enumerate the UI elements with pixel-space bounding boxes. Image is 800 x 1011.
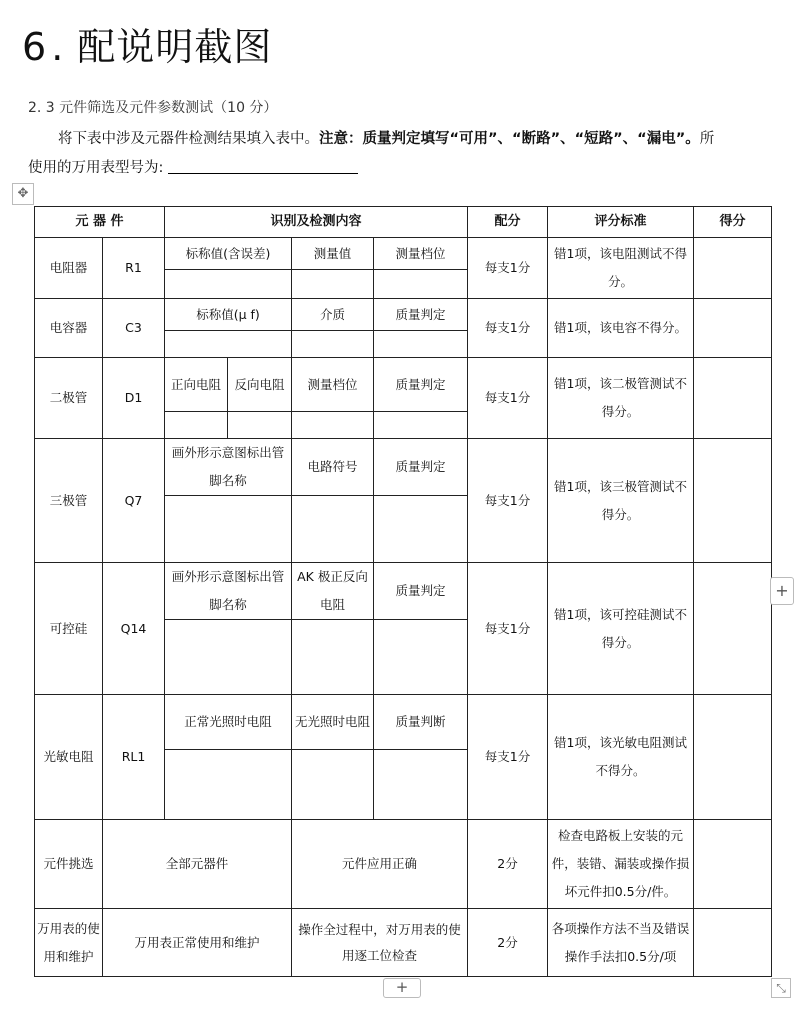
move-icon[interactable]: ✥ bbox=[12, 183, 34, 205]
section-title: 2. 3 元件筛选及元件参数测试（10 分） bbox=[28, 100, 278, 116]
table-row bbox=[35, 909, 772, 977]
table-row bbox=[35, 358, 772, 412]
table-row bbox=[35, 563, 772, 620]
score-cell: 2分 bbox=[468, 909, 548, 977]
criteria-cell: 检查电路板上安装的元件，装错、漏装或操作损坏元件扣0.5分/件。 bbox=[548, 820, 694, 909]
criteria-cell: 错1项，该光敏电阻测试不得分。 bbox=[548, 695, 694, 820]
got-cell[interactable] bbox=[694, 820, 772, 909]
criteria-cell: 各项操作方法不当及错误操作手法扣0.5分/项 bbox=[548, 909, 694, 977]
got-cell[interactable] bbox=[694, 695, 772, 820]
criteria-cell: 错1项，该电容不得分。 bbox=[548, 299, 694, 358]
component-code: Q7 bbox=[103, 439, 165, 563]
subheader: 无光照时电阻 bbox=[292, 695, 374, 750]
got-cell[interactable] bbox=[694, 299, 772, 358]
table-row bbox=[35, 439, 772, 496]
heading-dot: . bbox=[51, 25, 65, 69]
header-component: 元 器 件 bbox=[35, 207, 165, 238]
component-code: Q14 bbox=[103, 563, 165, 695]
resize-icon[interactable]: ⤡ bbox=[771, 978, 791, 998]
input-cell[interactable] bbox=[228, 412, 292, 439]
score-cell: 每支1分 bbox=[468, 439, 548, 563]
header-row bbox=[35, 207, 772, 238]
input-cell[interactable] bbox=[292, 750, 374, 820]
input-cell[interactable] bbox=[374, 496, 468, 563]
input-cell[interactable] bbox=[165, 750, 292, 820]
criteria-cell: 错1项，该可控硅测试不得分。 bbox=[548, 563, 694, 695]
score-cell: 每支1分 bbox=[468, 238, 548, 299]
subheader: 质量判定 bbox=[374, 563, 468, 620]
instruction-note: 注意：质量判定填写“可用”、“断路”、“短路”、“漏电”。 bbox=[319, 131, 700, 147]
heading-number: 6 bbox=[22, 25, 48, 69]
instruction-text: 将下表中涉及元器件检测结果填入表中。 bbox=[58, 131, 319, 147]
subheader: 质量判定 bbox=[374, 358, 468, 412]
input-cell[interactable] bbox=[165, 496, 292, 563]
input-cell[interactable] bbox=[292, 270, 374, 299]
subheader: 画外形示意图标出管脚名称 bbox=[165, 439, 292, 496]
component-name: 元件挑选 bbox=[35, 820, 103, 909]
input-cell[interactable] bbox=[165, 620, 292, 695]
subheader: 画外形示意图标出管脚名称 bbox=[165, 563, 292, 620]
content-cell: 全部元器件 bbox=[103, 820, 292, 909]
score-cell: 2分 bbox=[468, 820, 548, 909]
requirement-cell: 操作全过程中，对万用表的使用逐工位检查 bbox=[292, 909, 468, 977]
component-code: RL1 bbox=[103, 695, 165, 820]
component-name: 可控硅 bbox=[35, 563, 103, 695]
table-row bbox=[35, 695, 772, 750]
score-cell: 每支1分 bbox=[468, 695, 548, 820]
header-got: 得分 bbox=[694, 207, 772, 238]
instruction-line-2 bbox=[28, 156, 358, 177]
got-cell[interactable] bbox=[694, 358, 772, 439]
test-table bbox=[34, 206, 772, 977]
component-name: 电阻器 bbox=[35, 238, 103, 299]
got-cell[interactable] bbox=[694, 909, 772, 977]
instruction-tail: 所 bbox=[699, 131, 715, 147]
input-cell[interactable] bbox=[165, 270, 292, 299]
criteria-cell: 错1项，该三极管测试不得分。 bbox=[548, 439, 694, 563]
table-row bbox=[35, 299, 772, 331]
subheader: 质量判定 bbox=[374, 299, 468, 331]
subheader: 测量档位 bbox=[374, 238, 468, 270]
header-content: 识别及检测内容 bbox=[165, 207, 468, 238]
subheader: 标称值(含误差) bbox=[165, 238, 292, 270]
heading-text: 配说明截图 bbox=[77, 25, 273, 69]
component-name: 万用表的使用和维护 bbox=[35, 909, 103, 977]
component-code: C3 bbox=[103, 299, 165, 358]
component-code: D1 bbox=[103, 358, 165, 439]
component-code: R1 bbox=[103, 238, 165, 299]
got-cell[interactable] bbox=[694, 439, 772, 563]
subheader: 质量判定 bbox=[374, 439, 468, 496]
meter-model-label: 使用的万用表型号为: bbox=[28, 160, 164, 176]
input-cell[interactable] bbox=[165, 412, 228, 439]
input-cell[interactable] bbox=[374, 620, 468, 695]
subheader: 测量档位 bbox=[292, 358, 374, 412]
meter-model-blank[interactable] bbox=[168, 159, 358, 174]
subheader: 正向电阻 bbox=[165, 358, 228, 412]
input-cell[interactable] bbox=[374, 750, 468, 820]
subheader: 标称值(μ f) bbox=[165, 299, 292, 331]
add-row-button[interactable]: + bbox=[383, 978, 421, 998]
component-name: 三极管 bbox=[35, 439, 103, 563]
requirement-cell: 元件应用正确 bbox=[292, 820, 468, 909]
got-cell[interactable] bbox=[694, 238, 772, 299]
score-cell: 每支1分 bbox=[468, 299, 548, 358]
subheader: 质量判断 bbox=[374, 695, 468, 750]
subheader: AK 极正反向电阻 bbox=[292, 563, 374, 620]
score-cell: 每支1分 bbox=[468, 563, 548, 695]
got-cell[interactable] bbox=[694, 563, 772, 695]
input-cell[interactable] bbox=[292, 331, 374, 358]
input-cell[interactable] bbox=[292, 412, 374, 439]
input-cell[interactable] bbox=[292, 620, 374, 695]
criteria-cell: 错1项，该电阻测试不得分。 bbox=[548, 238, 694, 299]
content-cell: 万用表正常使用和维护 bbox=[103, 909, 292, 977]
component-name: 光敏电阻 bbox=[35, 695, 103, 820]
subheader: 反向电阻 bbox=[228, 358, 292, 412]
instruction-line-1 bbox=[58, 127, 788, 148]
subheader: 测量值 bbox=[292, 238, 374, 270]
score-cell: 每支1分 bbox=[468, 358, 548, 439]
subheader: 介质 bbox=[292, 299, 374, 331]
input-cell[interactable] bbox=[165, 331, 292, 358]
table-row bbox=[35, 238, 772, 270]
input-cell[interactable] bbox=[374, 270, 468, 299]
table-row bbox=[35, 820, 772, 909]
criteria-cell: 错1项，该二极管测试不得分。 bbox=[548, 358, 694, 439]
page-heading bbox=[22, 16, 272, 71]
header-criteria: 评分标准 bbox=[548, 207, 694, 238]
component-name: 二极管 bbox=[35, 358, 103, 439]
subheader: 正常光照时电阻 bbox=[165, 695, 292, 750]
input-cell[interactable] bbox=[374, 331, 468, 358]
add-column-button[interactable]: + bbox=[770, 577, 794, 605]
header-score: 配分 bbox=[468, 207, 548, 238]
input-cell[interactable] bbox=[374, 412, 468, 439]
subheader: 电路符号 bbox=[292, 439, 374, 496]
input-cell[interactable] bbox=[292, 496, 374, 563]
component-name: 电容器 bbox=[35, 299, 103, 358]
